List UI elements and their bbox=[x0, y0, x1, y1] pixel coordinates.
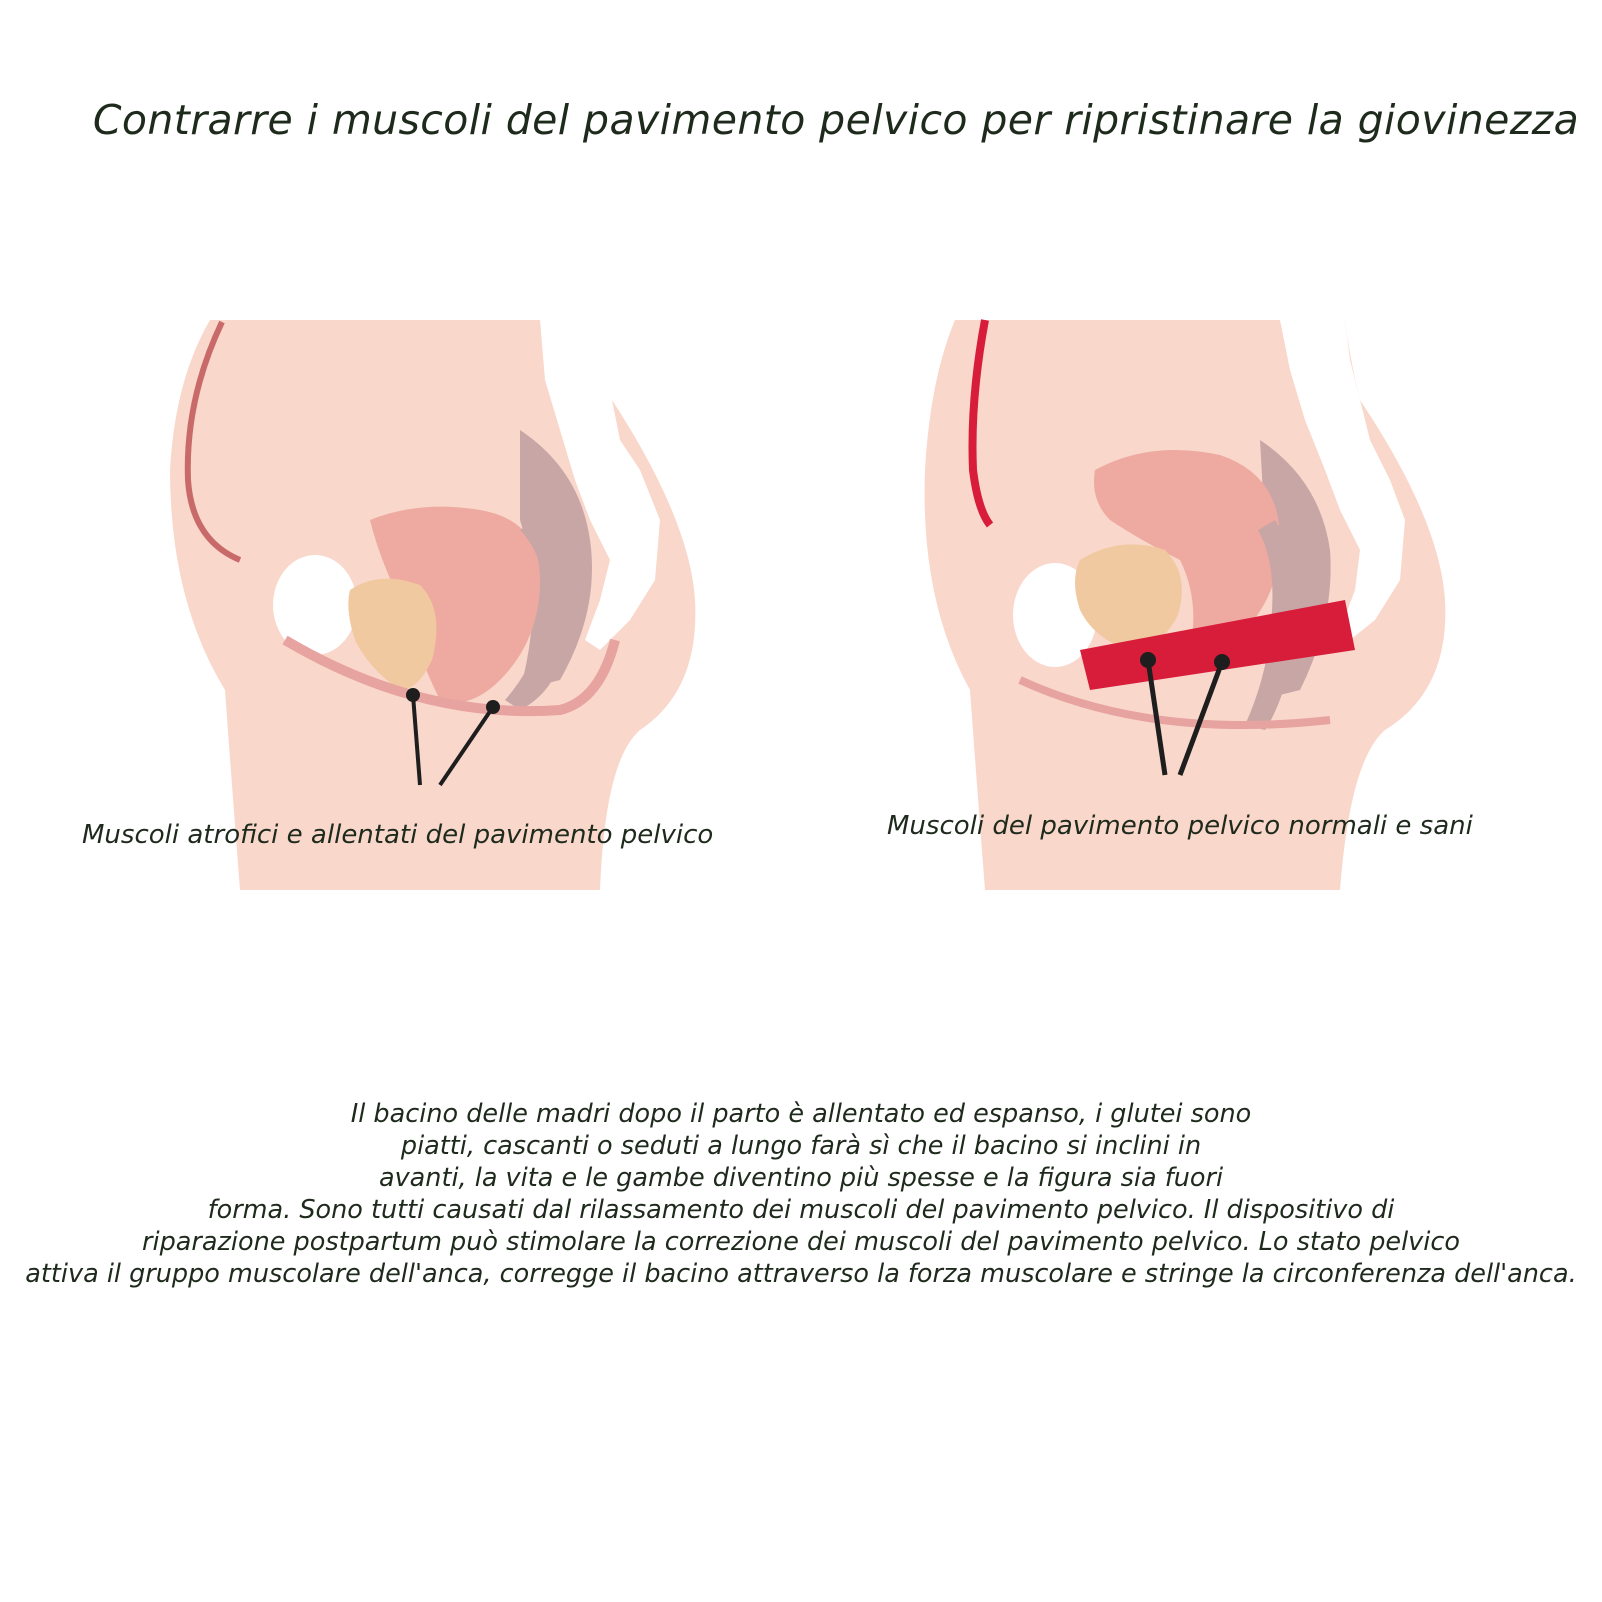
paragraph-line: avanti, la vita e le gambe diventino più spesse e la figura sia fuori bbox=[378, 1163, 1224, 1193]
paragraph-line: riparazione postpartum può stimolare la correzione dei muscoli del pavimento pelvico. Lo stato pelvico bbox=[142, 1227, 1460, 1257]
paragraph-line: Il bacino delle madri dopo il parto è allentato ed espanso, i glutei sono bbox=[350, 1099, 1252, 1129]
right-panel-caption: Muscoli del pavimento pelvico normali e sani bbox=[887, 811, 1473, 841]
paragraph-line: attiva il gruppo muscolare dell'anca, corregge il bacino attraverso la forza muscolare e stringe la circonferenza dell'anca. bbox=[25, 1259, 1577, 1289]
right-panel-illustration bbox=[925, 320, 1446, 890]
right-pointer-dot-2 bbox=[1214, 654, 1230, 670]
left-panel-illustration bbox=[170, 320, 695, 890]
paragraph-line: forma. Sono tutti causati dal rilassamento dei muscoli del pavimento pelvico. Il dispositivo di bbox=[207, 1195, 1395, 1225]
description-paragraph bbox=[0, 1098, 1602, 1290]
left-pointer-dot-2 bbox=[486, 700, 500, 714]
page-title: Contrarre i muscoli del pavimento pelvico per ripristinare la giovinezza bbox=[92, 96, 1580, 144]
paragraph-line: piatti, cascanti o seduti a lungo farà sì che il bacino si inclini in bbox=[400, 1131, 1202, 1161]
right-pointer-dot-1 bbox=[1140, 652, 1156, 668]
left-pointer-dot-1 bbox=[406, 688, 420, 702]
left-panel-caption: Muscoli atrofici e allentati del pavimento pelvico bbox=[82, 820, 714, 850]
